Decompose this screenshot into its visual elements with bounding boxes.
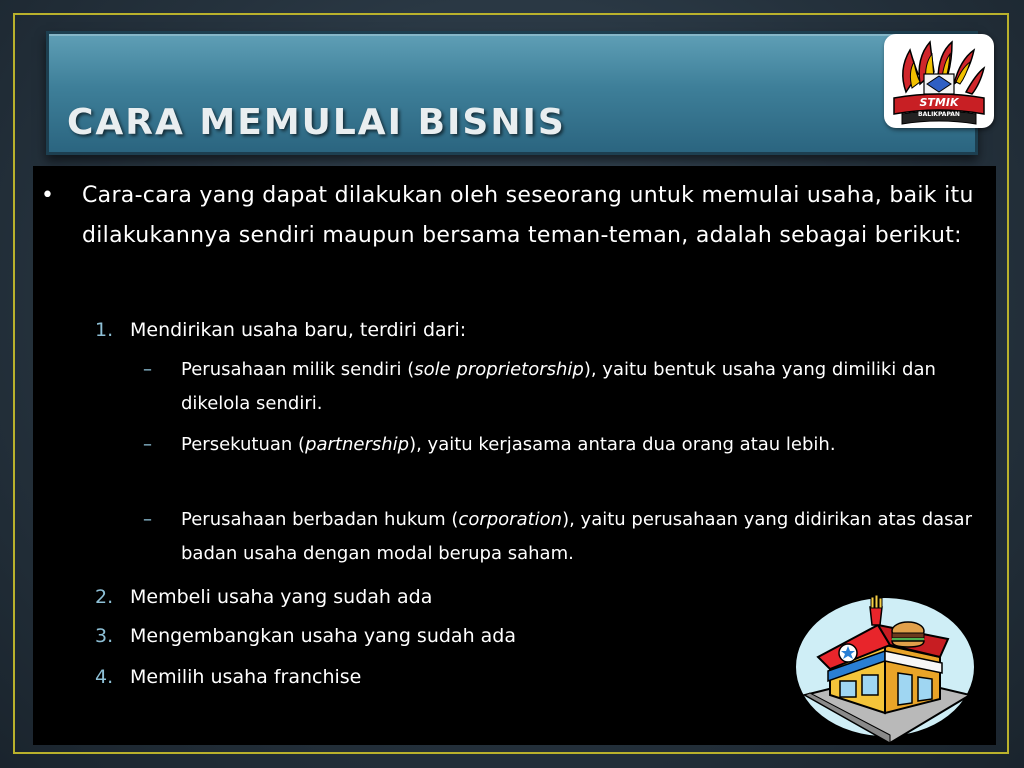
bullet-icon: • xyxy=(41,183,54,208)
slide-title: CARA MEMULAI BISNIS xyxy=(67,102,566,143)
list-item-text: Membeli usaha yang sudah ada xyxy=(130,586,433,608)
house-shop-clipart xyxy=(790,595,980,745)
title-bar xyxy=(46,31,978,155)
logo-subtext: BALIKPAPAN xyxy=(918,111,960,118)
dash-icon: – xyxy=(143,359,152,380)
list-item-text: Mendirikan usaha baru, terdiri dari: xyxy=(130,319,467,341)
list-number: 1. xyxy=(95,319,114,341)
stmik-logo xyxy=(884,34,994,128)
intro-text: Cara-cara yang dapat dilakukan oleh seseorang untuk memulai usaha, baik itu dilakukannya sendiri maupun bersama teman-teman, adalah sebagai berikut: xyxy=(82,183,974,248)
sub-item-text: Perusahaan milik sendiri (sole proprietorship), yaitu bentuk usaha yang dimiliki dan dikelola sendiri. xyxy=(181,359,936,414)
intro-bullet xyxy=(41,176,981,256)
list-number: 3. xyxy=(95,625,114,647)
sub-list-item xyxy=(143,353,973,421)
sub-list-item xyxy=(143,428,973,462)
list-number: 2. xyxy=(95,586,114,608)
list-item xyxy=(95,316,975,344)
list-item-text: Memilih usaha franchise xyxy=(130,666,362,688)
dash-icon: – xyxy=(143,434,152,455)
list-item-text: Mengembangkan usaha yang sudah ada xyxy=(130,625,516,647)
logo-text: STMIK xyxy=(919,96,959,109)
sub-list-item xyxy=(143,503,973,571)
sub-item-text: Perusahaan berbadan hukum (corporation), yaitu perusahaan yang didirikan atas dasar badan usaha dengan modal berupa saham. xyxy=(181,509,972,564)
dash-icon: – xyxy=(143,509,152,530)
sub-item-text: Persekutuan (partnership), yaitu kerjasama antara dua orang atau lebih. xyxy=(181,434,836,455)
list-number: 4. xyxy=(95,666,114,688)
